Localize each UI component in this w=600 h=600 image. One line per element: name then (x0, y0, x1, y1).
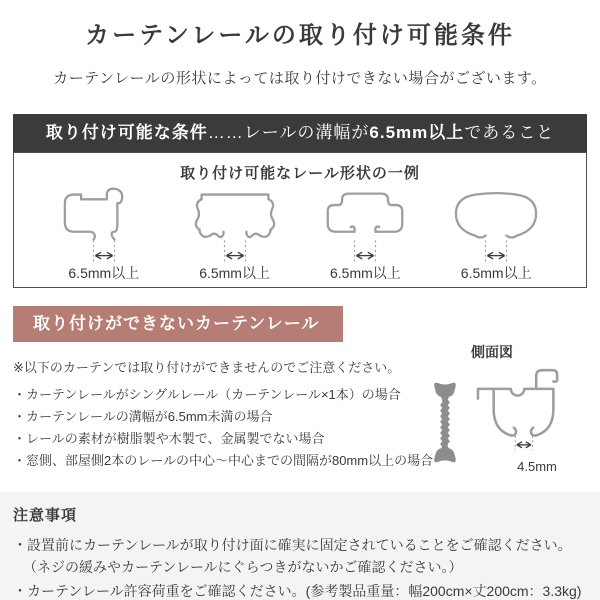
not-installable-section (13, 342, 587, 472)
rail-shape-examples-box (13, 152, 587, 288)
rail-dimension-label: 6.5mm以上 (199, 265, 270, 281)
rail-side-profile-icon (469, 364, 581, 454)
condition-text-after: であること (464, 123, 555, 142)
rail-example-4 (441, 185, 551, 285)
rail-cross-section-3-icon (310, 185, 420, 269)
condition-highlight: 6.5mm以上 (369, 123, 465, 142)
caution-section (0, 492, 600, 600)
condition-label: 取り付け可能な条件 (45, 123, 208, 142)
caution-title: 注意事項 (13, 507, 78, 524)
side-view-label: 側面図 (471, 344, 513, 360)
list-item: ・カーテンレールの溝幅が6.5mm未満の場合 (13, 409, 273, 424)
not-installable-banner: 取り付けができないカーテンレール (13, 306, 343, 342)
examples-heading: 取り付け可能なレール形状の一例 (180, 165, 420, 182)
rail-example-1 (49, 185, 159, 285)
page-title: カーテンレールの取り付け可能条件 (85, 22, 515, 49)
caution-line: ・カーテンレール許容荷重をご確認ください。(参考製品重量：幅200cm×丈200cm：3.3kg) (13, 583, 582, 599)
rail-cross-section-1-icon (49, 185, 159, 269)
condition-dots: …… (207, 123, 244, 142)
caution-line: ・設置前にカーテンレールが取り付け面に確実に固定されていることをご確認ください。 (13, 537, 572, 553)
runner-screw-icon (429, 378, 461, 467)
rail-cross-section-2-icon (180, 185, 290, 269)
not-installable-intro: ※以下のカーテンでは取り付けができませんのでご注意ください。 (13, 360, 401, 375)
rail-cross-section-4-icon (441, 185, 551, 269)
rail-example-2 (180, 185, 290, 285)
condition-text-before: レールの溝幅が (243, 123, 370, 142)
list-item: ・カーテンレールがシングルレール（カーテンレール×1本）の場合 (13, 387, 401, 402)
rail-dimension-label: 6.5mm以上 (68, 265, 140, 281)
caution-line: （ネジの緩みやカーテンレールにぐらつきがないかご確認ください。） (23, 559, 463, 575)
list-item: ・レールの素材が樹脂製や木製で、金属製でない場合 (13, 431, 325, 446)
installable-condition-banner (13, 114, 587, 152)
rail-shapes-row (14, 185, 586, 285)
side-view-dimension-label: 4.5mm (517, 459, 557, 474)
rail-side-profile (469, 364, 581, 475)
side-view-diagrams (425, 364, 585, 475)
rail-example-3 (310, 185, 420, 285)
rail-dimension-label: 6.5mm以上 (329, 265, 401, 281)
page-subtitle: カーテンレールの形状によっては取り付けできない場合がございます。 (53, 70, 547, 87)
side-view-figure (425, 342, 585, 475)
rail-dimension-label: 6.5mm以上 (460, 265, 532, 281)
list-item: ・窓側、部屋側2本のレールの中心〜中心までの間隔が80mm以上の場合 (13, 453, 434, 468)
